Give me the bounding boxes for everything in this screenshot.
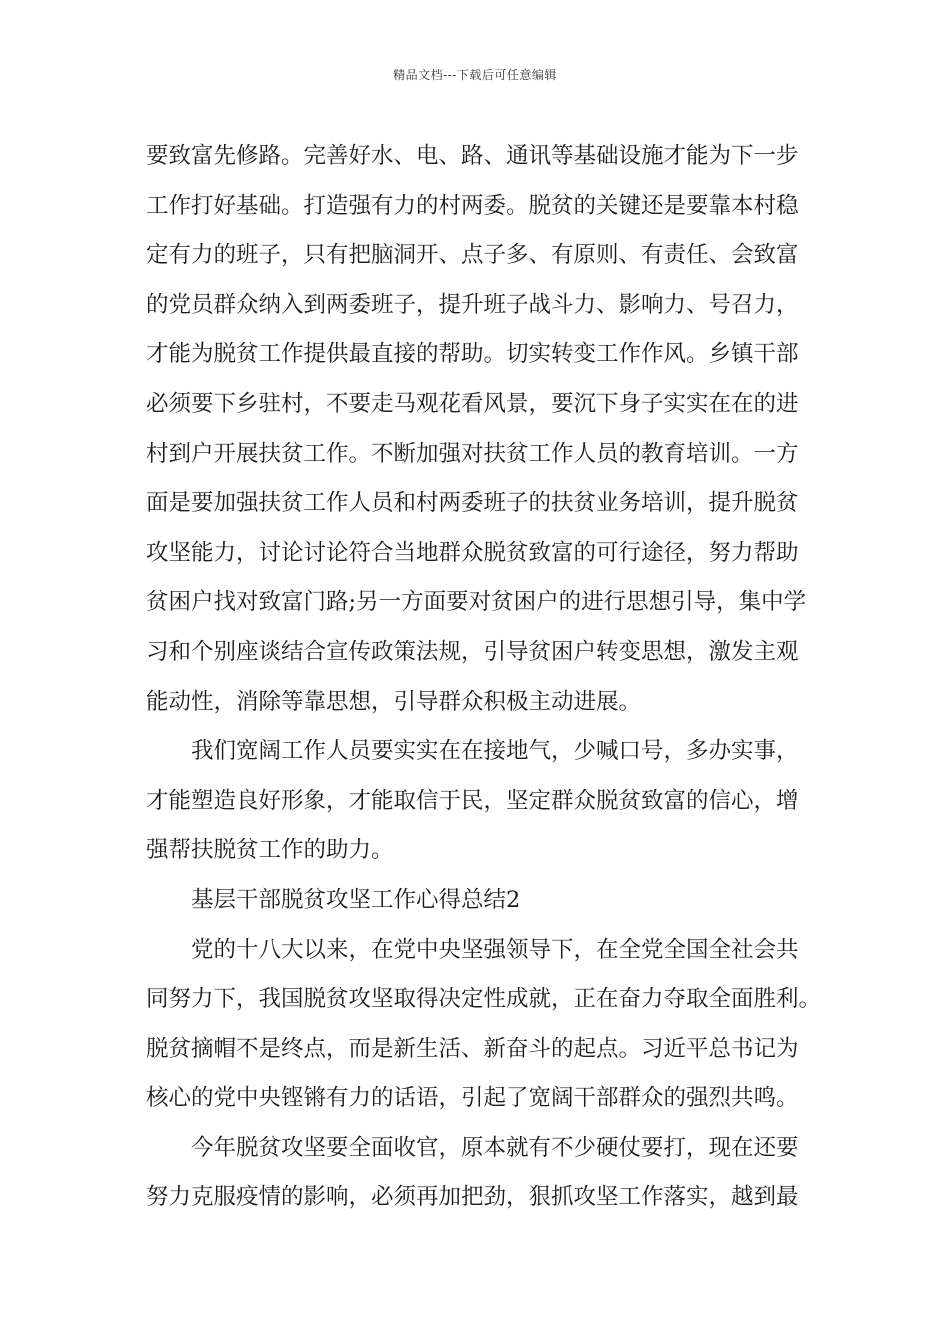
text-line: 核心的党中央铿锵有力的话语，引起了宽阔干部群众的强烈共鸣。 xyxy=(146,1085,799,1112)
text-line: 定有力的班子，只有把脑洞开、点子多、有原则、有责任、会致富 xyxy=(146,242,799,269)
text-line: 必须要下乡驻村，不要走马观花看风景，要沉下身子实实在在的进 xyxy=(146,390,799,417)
text-line: 贫困户找对致富门路;另一方面要对贫困户的进行思想引导，集中学 xyxy=(146,589,807,616)
text-line: 面是要加强扶贫工作人员和村两委班子的扶贫业务培训，提升脱贫 xyxy=(146,490,799,517)
text-line: 工作打好基础。打造强有力的村两委。脱贫的关键还是要靠本村稳 xyxy=(146,192,799,219)
text-line: 才能为脱贫工作提供最直接的帮助。切实转变工作作风。乡镇干部 xyxy=(146,341,799,368)
paragraph-start-line: 今年脱贫攻坚要全面收官，原本就有不少硬仗要打，现在还要 xyxy=(191,1134,799,1161)
paragraph-start-line: 我们宽阔工作人员要实实在在接地气，少喊口号，多办实事， xyxy=(191,738,799,765)
text-line: 习和个别座谈结合宣传政策法规，引导贫困户转变思想，激发主观 xyxy=(146,638,799,665)
text-line: 的党员群众纳入到两委班子，提升班子战斗力、影响力、号召力， xyxy=(146,291,799,318)
text-line: 强帮扶脱贫工作的助力。 xyxy=(146,837,394,864)
text-line: 攻坚能力，讨论讨论符合当地群众脱贫致富的可行途径，努力帮助 xyxy=(146,539,799,566)
page-header: 精品文档---下载后可任意编辑 xyxy=(393,68,557,82)
text-line: 村到户开展扶贫工作。不断加强对扶贫工作人员的教育培训。一方 xyxy=(146,440,799,467)
text-line: 能动性，消除等靠思想，引导群众积极主动进展。 xyxy=(146,688,642,715)
text-line: 要致富先修路。完善好水、电、路、通讯等基础设施才能为下一步 xyxy=(146,143,799,169)
text-line: 脱贫摘帽不是终点，而是新生活、新奋斗的起点。习近平总书记为 xyxy=(146,1035,799,1062)
section-heading: 基层干部脱贫攻坚工作心得总结2 xyxy=(191,886,521,913)
text-line: 同努力下，我国脱贫攻坚取得决定性成就，正在奋力夺取全面胜利。 xyxy=(146,986,822,1013)
document-body xyxy=(146,132,822,1223)
text-line: 才能塑造良好形象，才能取信于民，坚定群众脱贫致富的信心，增 xyxy=(146,787,799,814)
text-line: 努力克服疫情的影响，必须再加把劲，狠抓攻坚工作落实，越到最 xyxy=(146,1184,799,1211)
paragraph-start-line: 党的十八大以来，在党中央坚强领导下，在全党全国全社会共 xyxy=(191,936,799,963)
